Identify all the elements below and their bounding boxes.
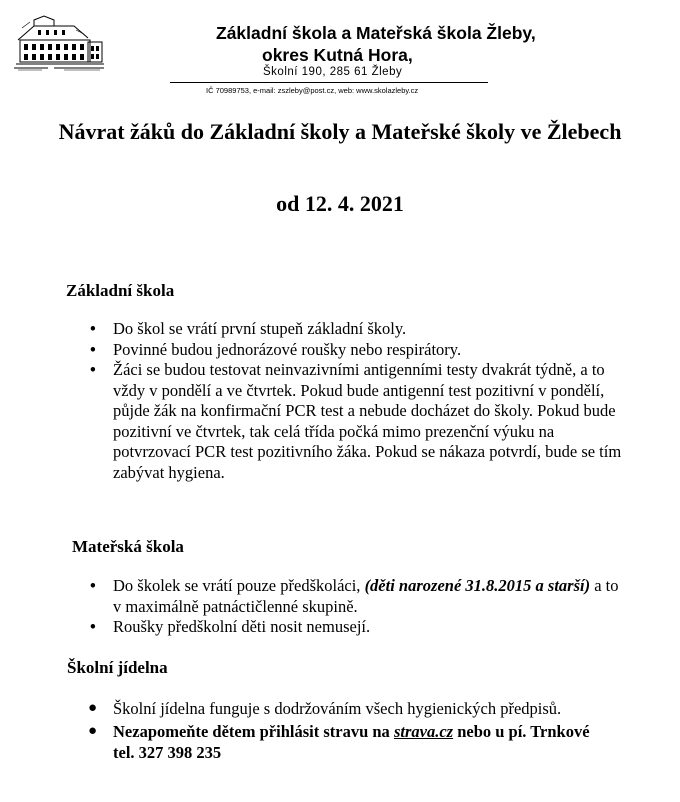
bullet-icon: ● — [88, 723, 98, 739]
bullet-icon: • — [90, 617, 96, 636]
bullet-icon: • — [90, 576, 96, 595]
list-item-text: Povinné budou jednorázové roušky nebo respirátory. — [113, 339, 462, 359]
list-item-text: nebo u pí. Trnkové tel. 327 398 235 — [113, 722, 590, 762]
list-item — [88, 698, 603, 719]
bullet-icon: • — [90, 319, 96, 338]
list-item — [90, 319, 623, 340]
school-district: okres Kutná Hora, — [262, 45, 413, 65]
list-item-text: a to v maximálně patnáctičlenné skupině. — [113, 576, 619, 616]
section-heading-sj: Školní jídelna — [67, 658, 168, 677]
letterhead-rule — [170, 82, 488, 83]
page-title: Návrat žáků do Základní školy a Mateřské školy ve Žlebech — [58, 119, 622, 144]
list-item-text: Do škol se vrátí první stupeň základní školy. — [113, 319, 407, 338]
ms-list — [90, 576, 623, 638]
list-item — [90, 339, 623, 361]
letterhead — [0, 0, 680, 100]
school-building-logo — [14, 12, 106, 72]
sj-list — [88, 698, 603, 763]
section-heading-zs: Základní škola — [66, 281, 175, 300]
list-item — [90, 576, 623, 617]
zs-list — [90, 319, 623, 483]
list-item-text: Žáci se budou testovat neinvazivními antigenními testy dvakrát týdně, a to vždy v pondělí a ve čtvrtek. Pokud bude antigenní test pozitivní v pondělí, půjde žák na konfirmační PCR test a nebude docházet do školy. Pokud bude pozitivní ve čtvrtek, tak celá třída počká mimo prezenční výuku na potvrzovací PCR test pozitivního žáka. Pokud se nákaza potvrdí, bude se tím zabývat hygiena. — [113, 360, 622, 482]
list-item — [90, 360, 623, 483]
bullet-icon: • — [90, 360, 96, 379]
bullet-icon: • — [90, 339, 96, 359]
section-heading-ms: Mateřská škola — [72, 537, 184, 556]
list-item-text: Do školek se vrátí pouze předškoláci, — [113, 576, 365, 595]
school-contact: IČ 70989753, e-mail: zszleby@post.cz, web: www.skolazleby.cz — [206, 86, 419, 95]
list-item-text: Školní jídelna funguje s dodržováním všech hygienických předpisů. — [113, 699, 562, 718]
list-item — [90, 617, 623, 638]
birth-date-note: (děti narozené 31.8.2015 a starší) — [364, 576, 591, 595]
strava-link[interactable]: strava.cz — [393, 722, 454, 741]
list-item — [88, 721, 603, 763]
bullet-icon: ● — [88, 700, 98, 716]
list-item-text: Roušky předškolní děti nosit nemusejí. — [113, 617, 371, 636]
school-name: Základní škola a Mateřská škola Žleby, — [216, 23, 536, 43]
list-item-text: Nezapomeňte dětem přihlásit stravu na — [113, 722, 394, 741]
page-date: od 12. 4. 2021 — [276, 191, 404, 216]
school-address: Školní 190, 285 61 Žleby — [263, 66, 403, 78]
